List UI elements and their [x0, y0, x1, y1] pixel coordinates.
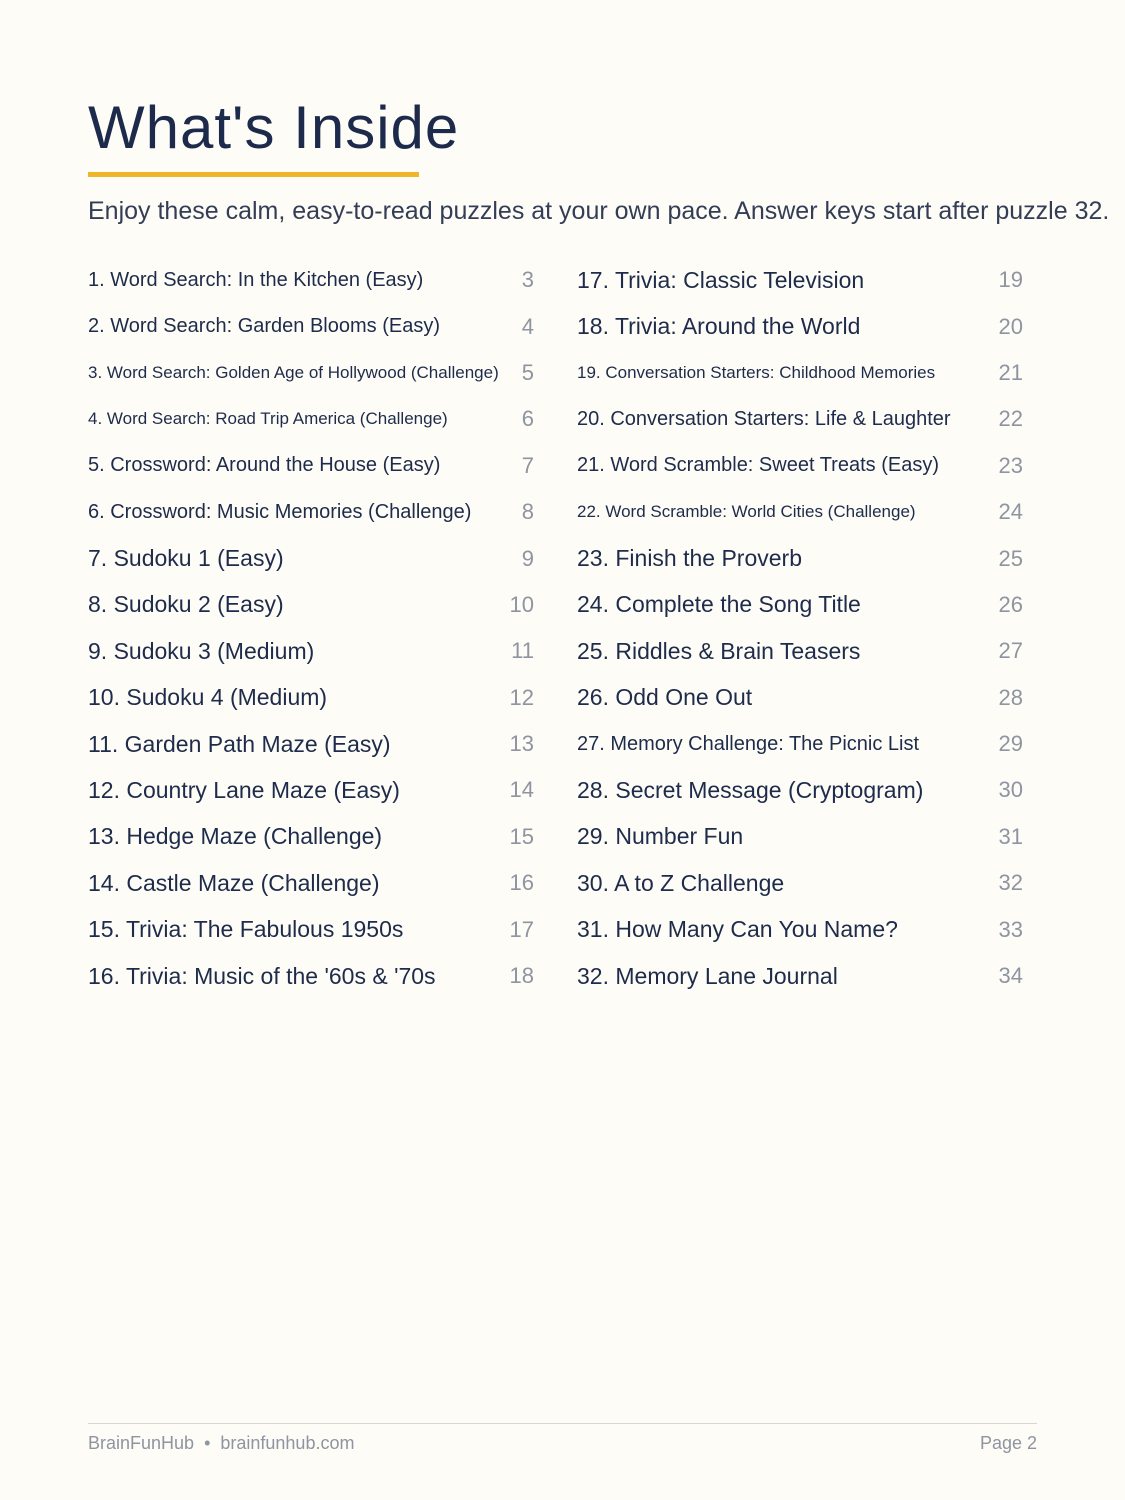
toc-entry-title: 21. Word Scramble: Sweet Treats (Easy): [577, 454, 939, 477]
toc-entry-page: 21: [998, 359, 1023, 385]
toc-entry: [577, 721, 1023, 767]
toc-entry: [577, 535, 1023, 581]
toc-entry: [88, 814, 534, 860]
toc-entry: [577, 489, 1023, 535]
footer-separator: •: [204, 1433, 211, 1453]
toc-entry-title: 17. Trivia: Classic Television: [577, 266, 865, 293]
toc-entry: [577, 582, 1023, 628]
toc-entry: [88, 443, 534, 489]
toc-entry: [577, 396, 1023, 442]
toc-entry: [577, 814, 1023, 860]
toc-entry-page: 22: [998, 406, 1023, 432]
toc-entry-page: 29: [998, 731, 1023, 757]
toc-entry: [577, 628, 1023, 674]
toc-entry: [577, 767, 1023, 813]
toc-entry-title: 22. Word Scramble: World Cities (Challenge): [577, 502, 916, 522]
footer-page-number: Page 2: [979, 1433, 1037, 1453]
toc-entry-page: 7: [521, 452, 534, 478]
toc-entry: [88, 860, 534, 906]
footer-website: brainfunhub.com: [220, 1433, 355, 1453]
toc-entry-page: 25: [998, 545, 1023, 571]
toc-entry-page: 20: [998, 313, 1023, 339]
toc-entry: [88, 489, 534, 535]
toc-entry: [88, 953, 534, 999]
toc-entry-page: 32: [998, 870, 1023, 896]
toc-entry-page: 17: [509, 916, 534, 942]
toc-entry-title: 24. Complete the Song Title: [577, 591, 861, 618]
toc-entry-page: 16: [509, 870, 534, 896]
toc-entry: [88, 628, 534, 674]
toc-entry: [88, 535, 534, 581]
toc-entry-page: 26: [998, 591, 1023, 617]
toc-entry: [88, 767, 534, 813]
title-underline: [88, 172, 419, 177]
toc-entry-title: 4. Word Search: Road Trip America (Challenge): [88, 409, 448, 429]
toc-entry: [577, 953, 1023, 999]
toc-entry: [88, 396, 534, 442]
toc-entry-title: 1. Word Search: In the Kitchen (Easy): [88, 268, 424, 291]
toc-entry-page: 18: [509, 963, 534, 989]
toc-entry-page: 14: [509, 777, 534, 803]
toc-entry-title: 20. Conversation Starters: Life & Laughter: [577, 407, 951, 430]
toc-entry-page: 12: [509, 684, 534, 710]
toc-entry: [88, 721, 534, 767]
toc-entry-title: 23. Finish the Proverb: [577, 545, 803, 572]
toc-entry-page: 13: [509, 731, 534, 757]
toc-entry: [577, 860, 1023, 906]
toc-entry-title: 30. A to Z Challenge: [577, 869, 785, 896]
toc-entry: [577, 675, 1023, 721]
toc-entry-title: 25. Riddles & Brain Teasers: [577, 637, 861, 664]
toc-entry-title: 10. Sudoku 4 (Medium): [88, 684, 328, 711]
toc-entry: [88, 906, 534, 952]
toc-entry-page: 15: [509, 823, 534, 849]
toc-entry-title: 7. Sudoku 1 (Easy): [88, 545, 284, 572]
toc-entry: [577, 350, 1023, 396]
toc-entry-title: 27. Memory Challenge: The Picnic List: [577, 732, 920, 755]
toc-entry-title: 31. How Many Can You Name?: [577, 916, 898, 943]
toc-entry-title: 3. Word Search: Golden Age of Hollywood (Challenge): [88, 362, 499, 382]
toc-entry: [88, 582, 534, 628]
toc-entry: [577, 257, 1023, 303]
toc-entry: [577, 303, 1023, 349]
toc-entry-page: 11: [511, 638, 534, 664]
toc-entry-page: 4: [521, 313, 534, 339]
toc-entry-title: 5. Crossword: Around the House (Easy): [88, 454, 441, 477]
toc-entry: [88, 303, 534, 349]
toc-entry-title: 28. Secret Message (Cryptogram): [577, 776, 924, 803]
toc-entry-page: 23: [998, 452, 1023, 478]
toc-entry-page: 34: [998, 963, 1023, 989]
toc-entry-title: 12. Country Lane Maze (Easy): [88, 776, 400, 803]
toc-entry-title: 15. Trivia: The Fabulous 1950s: [88, 916, 404, 943]
toc-entry-title: 13. Hedge Maze (Challenge): [88, 823, 383, 850]
toc-entry-title: 26. Odd One Out: [577, 684, 753, 711]
footer-brand: BrainFunHub: [88, 1433, 195, 1453]
toc-entry: [88, 350, 534, 396]
toc-entry-page: 24: [998, 499, 1023, 525]
toc-entry-page: 27: [998, 638, 1023, 664]
toc-entry: [88, 257, 534, 303]
footer-divider: [88, 1423, 1037, 1424]
toc-entry-title: 6. Crossword: Music Memories (Challenge): [88, 500, 472, 523]
page-subtitle: Enjoy these calm, easy-to-read puzzles at your own pace. Answer keys start after puzzle 32.: [88, 197, 1110, 225]
toc-entry-title: 11. Garden Path Maze (Easy): [88, 730, 391, 757]
toc-entry-title: 2. Word Search: Garden Blooms (Easy): [88, 315, 440, 338]
toc-entry-title: 18. Trivia: Around the World: [577, 313, 861, 340]
toc-entry-title: 32. Memory Lane Journal: [577, 962, 838, 989]
toc-entry-page: 30: [998, 777, 1023, 803]
page-title: What's Inside: [88, 94, 460, 161]
toc-entry-title: 14. Castle Maze (Challenge): [88, 869, 380, 896]
toc-entry-page: 9: [521, 545, 534, 571]
toc-entry-title: 16. Trivia: Music of the '60s & '70s: [88, 962, 436, 989]
toc-entry-page: 31: [998, 823, 1023, 849]
toc-entry-title: 8. Sudoku 2 (Easy): [88, 591, 284, 618]
toc-entry-page: 8: [521, 499, 534, 525]
toc-entry-page: 3: [521, 267, 534, 293]
toc-entry-page: 28: [998, 684, 1023, 710]
toc-entry-page: 6: [521, 406, 534, 432]
toc-column-right: [577, 257, 1023, 999]
toc-entry-page: 10: [509, 591, 534, 617]
toc-entry-title: 19. Conversation Starters: Childhood Memories: [577, 362, 936, 382]
toc-entry-page: 33: [998, 916, 1023, 942]
toc-entry: [88, 675, 534, 721]
toc-column-left: [88, 257, 534, 999]
toc-entry: [577, 443, 1023, 489]
toc-entry-page: 5: [521, 359, 534, 385]
toc-entry-title: 29. Number Fun: [577, 823, 744, 850]
toc-entry: [577, 906, 1023, 952]
footer-brand-line: [88, 1433, 354, 1454]
toc-entry-title: 9. Sudoku 3 (Medium): [88, 637, 315, 664]
toc-entry-page: 19: [998, 267, 1023, 293]
